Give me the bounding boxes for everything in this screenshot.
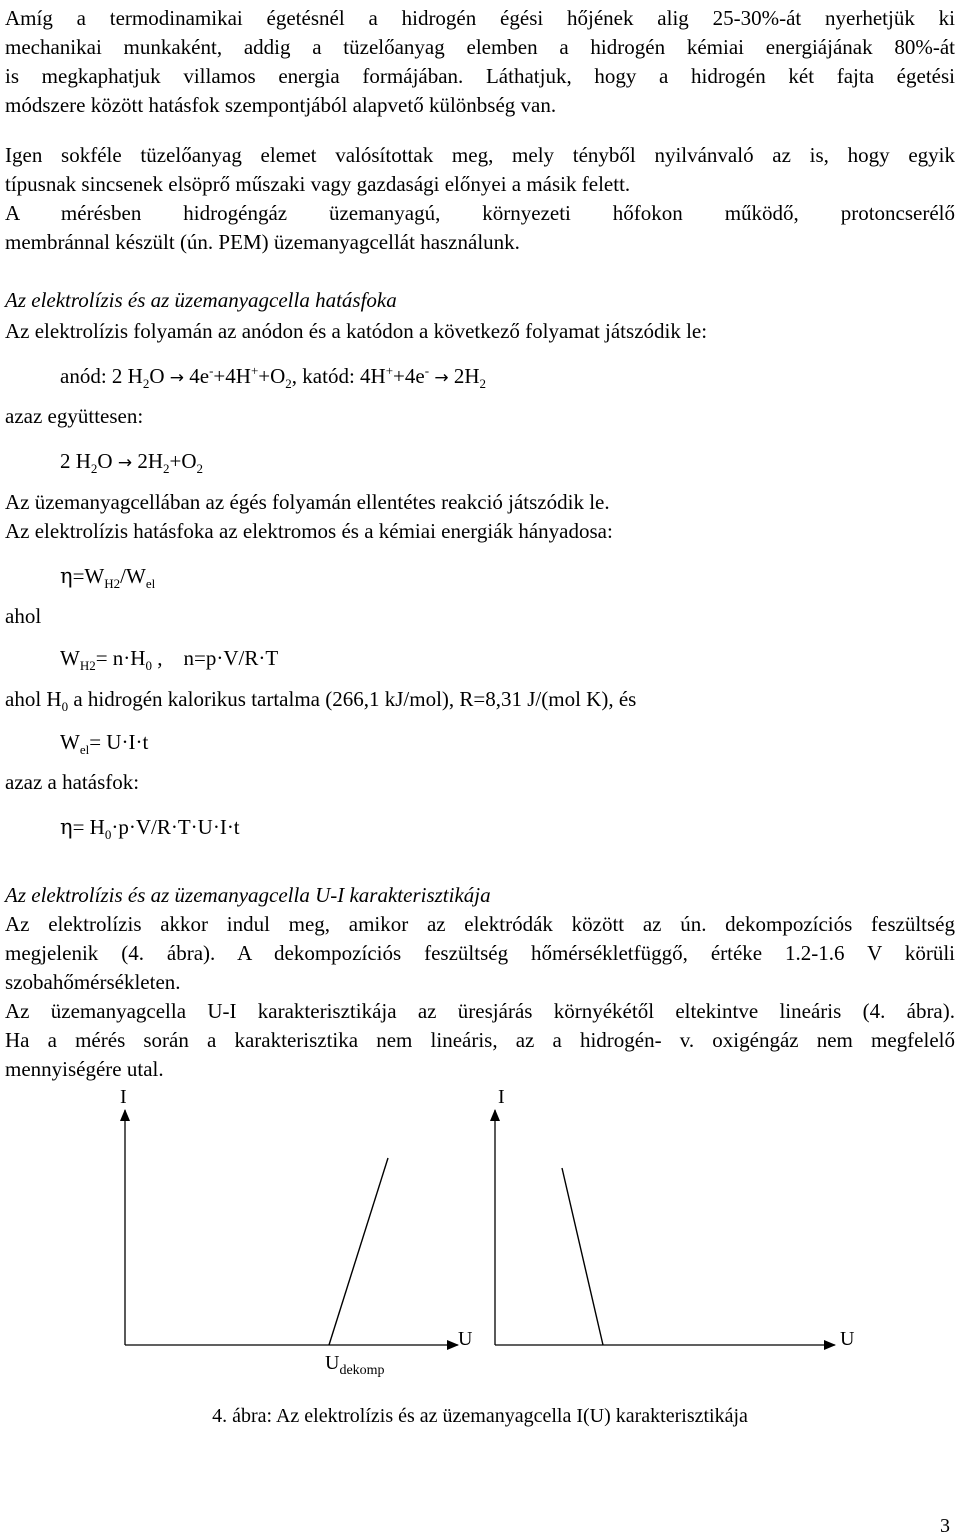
text-line: membránnal készült (ún. PEM) üzemanyagcellát használunk.	[5, 230, 520, 254]
arrow-icon: →	[434, 368, 449, 388]
text-line: mechanikai munkaként, addig a tüzelőanyag elemben a hidrogén kémiai energiájának 80%-át	[5, 35, 955, 59]
text-line: azaz együttesen:	[5, 404, 144, 428]
text-line-h0: ahol $H_0$ a hidrogén kalorikus tartalma (266,1 kJ/mol), R=8,31 J/(mol K), és	[5, 687, 637, 715]
fuel-cell-curve	[562, 1168, 603, 1345]
figure-svg	[0, 1080, 960, 1400]
left-x-axis-label: U	[458, 1328, 473, 1350]
equation-wh2: $W_{H2}= n\cdot H_0$ , n=p·V/R·T	[60, 646, 279, 674]
text-line: azaz a hatásfok:	[5, 770, 140, 794]
figure-ui-characteristics	[0, 1080, 960, 1400]
left-y-axis-label: I	[120, 1086, 127, 1108]
paragraph-fuel-cell-characteristic	[5, 997, 955, 1084]
page-number: 3	[940, 1515, 950, 1537]
text-line: szobahőmérsékleten.	[5, 970, 181, 994]
equation-wel: $W_{el}= U\cdot I\cdot t$	[60, 730, 149, 758]
text-line: Az elektrolízis akkor indul meg, amikor az elektródák között az ún. dekompozíciós feszültség	[5, 912, 955, 936]
text-line: típusnak sincsenek elsöprő műszaki vagy gazdasági előnyei a másik felett.	[5, 172, 631, 196]
right-y-axis-label: I	[498, 1086, 505, 1108]
text-line: ahol	[5, 604, 42, 628]
paragraph-intro	[5, 4, 955, 120]
paragraph-fuel-cells	[5, 141, 955, 257]
udekomp-label: $U_{dekomp}$	[325, 1352, 385, 1378]
section-heading-efficiency: Az elektrolízis és az üzemanyagcella hatásfoka	[5, 288, 397, 312]
text-line: megjelenik (4. ábra). A dekompozíciós feszültség hőmérsékletfüggő, értéke 1.2-1.6 V körüli	[5, 941, 955, 965]
electrolysis-curve	[329, 1158, 388, 1345]
text-line: Ha a mérés során a karakterisztika nem lineáris, az a hidrogén- v. oxigéngáz nem megfelelő	[5, 1028, 955, 1052]
equation-efficiency: $\eta=W_{H2}/W_{el}$	[60, 564, 156, 592]
equation-total: 2 $H_2O \to 2H_2+O_2$	[60, 449, 204, 477]
text-line: módszere között hatásfok szempontjából alapvető különbség van.	[5, 93, 557, 117]
figure-caption: 4. ábra: Az elektrolízis és az üzemanyagcella I(U) karakterisztikája	[212, 1405, 748, 1427]
equation-anode-cathode: anód: 2 $H_2O \to 4e^-+4H^++O_2$, katód: $4H^++4e^- \to 2H_2$	[60, 363, 486, 392]
text-line: Az üzemanyagcella U-I karakterisztikája az üresjárás környékétől eltekintve lineáris (4. ábra).	[5, 999, 955, 1023]
paragraph-decomposition	[5, 910, 955, 997]
text-line: Amíg a termodinamikai égetésnél a hidrogén égési hőjének alig 25-30%-át nyerhetjük ki	[5, 6, 955, 30]
section-heading-ui-characteristic: Az elektrolízis és az üzemanyagcella U-I karakterisztikája	[5, 883, 491, 907]
text-line: Az üzemanyagcellában az égés folyamán ellentétes reakció játszódik le.	[5, 490, 610, 514]
equation-final-efficiency: $\eta= H_0\cdot p\cdot V/R\cdot T\cdot U\cdot I\cdot t$	[60, 815, 240, 843]
right-x-axis-label: U	[840, 1328, 855, 1350]
text-line: is megkaphatjuk villamos energia formájában. Láthatjuk, hogy a hidrogén két fajta égetési	[5, 64, 955, 88]
text-line: mennyiségére utal.	[5, 1057, 164, 1081]
text-line: Az elektrolízis folyamán az anódon és a katódon a következő folyamat játszódik le:	[5, 319, 708, 343]
arrow-icon: →	[169, 368, 184, 388]
arrow-icon: →	[117, 453, 133, 473]
text-line: Igen sokféle tüzelőanyag elemet valósítottak meg, mely tényből nyilvánvaló az is, hogy egyik	[5, 143, 955, 167]
text-line: A mérésben hidrogéngáz üzemanyagú, környezeti hőfokon működő, protoncserélő	[5, 201, 955, 225]
text-line: Az elektrolízis hatásfoka az elektromos és a kémiai energiák hányadosa:	[5, 519, 613, 543]
